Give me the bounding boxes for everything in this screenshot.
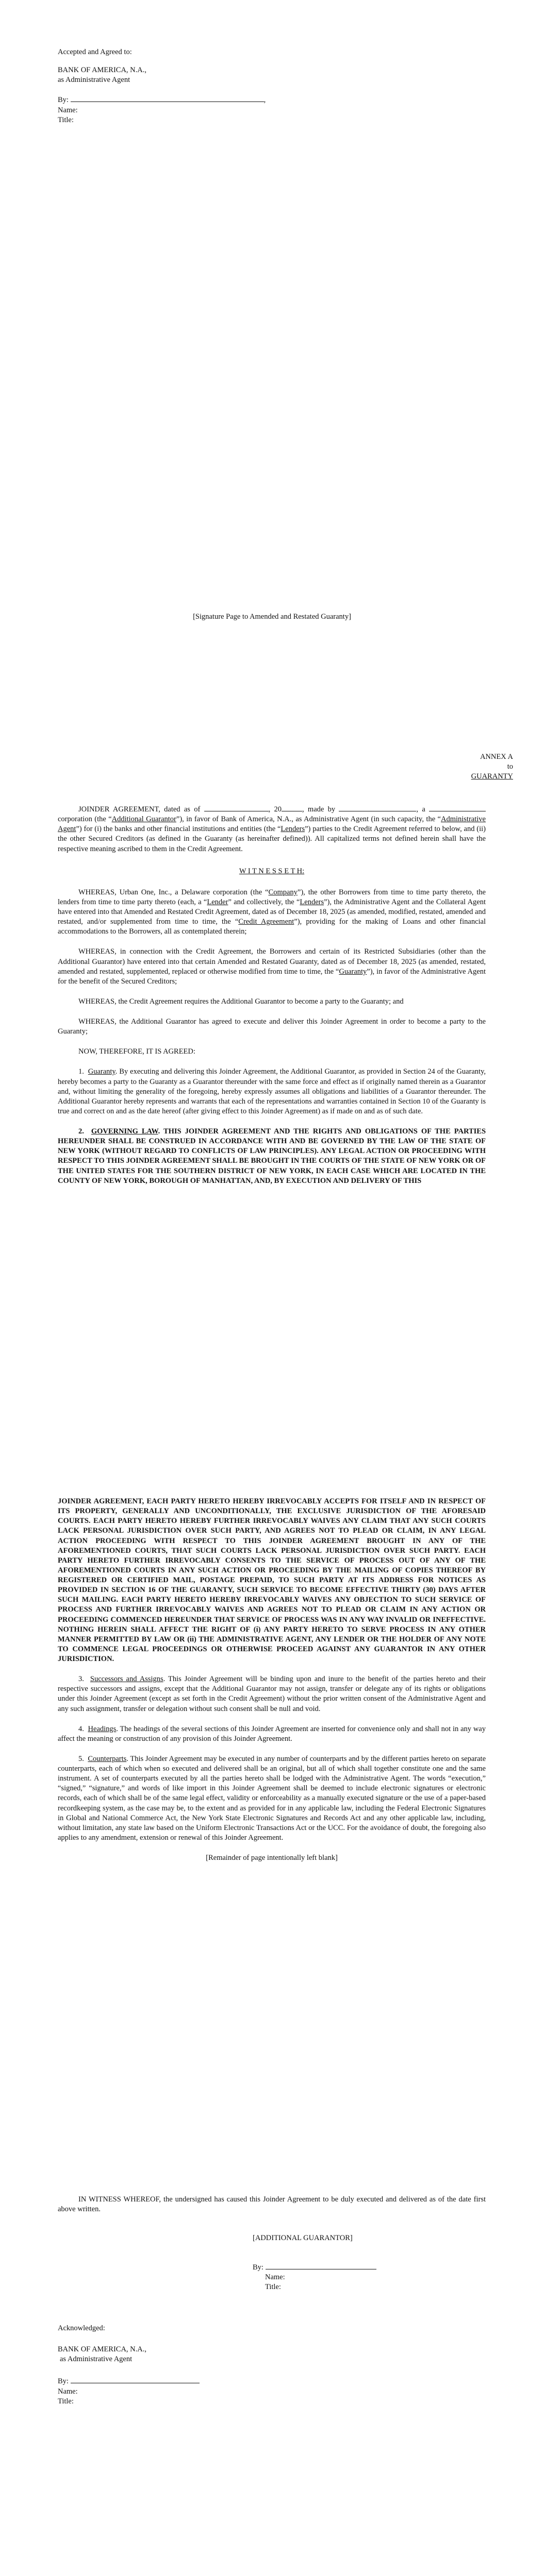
r1-c: ” and collectively, the “ <box>228 897 300 906</box>
guarantor-by-label: By: <box>253 2263 263 2272</box>
defined-lender: Lender <box>207 897 228 906</box>
guarantor-by-line <box>253 2262 407 2273</box>
signature-line <box>71 94 266 105</box>
section-2-number: 2. <box>78 1127 84 1136</box>
section-4-number: 4. <box>78 1724 84 1733</box>
ack-by-label: By: <box>58 2377 69 2386</box>
by-trailing: , <box>263 96 266 105</box>
recital-3: WHEREAS, the Credit Agreement requires the Additional Guarantor to become a party to the Guaranty; and <box>78 997 404 1006</box>
r1-e: ”), providing for the making of Loans and other financial accommodations to the Borrowers, all as contemplated therein; <box>58 918 486 936</box>
guarantor-title-label: Title: <box>265 2283 281 2292</box>
page1-signature-block <box>58 47 316 125</box>
section-1-heading: Guaranty <box>88 1067 116 1076</box>
for-banks-text: ”) for (i) the banks and other financial institutions and entities (the “ <box>76 825 281 834</box>
defined-credit-agreement: Credit Agreement <box>238 918 294 926</box>
remainder-note: [Remainder of page intentionally left blank] <box>206 1854 338 1862</box>
section-2-part1 <box>58 1127 486 1186</box>
recital-2 <box>58 947 486 987</box>
section-2-heading: GOVERNING LAW <box>91 1127 158 1136</box>
acknowledged-label: Acknowledged: <box>58 2324 105 2332</box>
annex-line1: ANNEX A <box>480 753 513 761</box>
section-4-heading: Headings <box>88 1724 117 1733</box>
recital-4: WHEREAS, the Additional Guarantor has agreed to execute and deliver this Joinder Agreement in order to become a party to the Guaranty; <box>58 1018 486 1036</box>
section-1 <box>58 1067 486 1116</box>
annex-line2: to <box>507 762 513 771</box>
r2-a: WHEREAS, in connection with the Credit Agreement, the Borrowers and certain of its Restricted Subsidiaries (other than the Additional Guarantor) have entered into that certain Amended and Restated Guaranty, dated as of December 18, 2025 (as amended, restated, amended and restated, supplemented, replaced or otherwise modified from time to time, the “ <box>58 947 486 976</box>
witnesseth-heading: W I T N E S S E T H: <box>239 867 305 875</box>
defined-lenders: Lenders <box>281 825 305 834</box>
additional-guarantor-label: [ADDITIONAL GUARANTOR] <box>253 2234 353 2242</box>
made-by: , made by <box>302 805 336 814</box>
defined-administrative-agent: Administrative Agent <box>58 815 486 834</box>
corp-text: corporation (the “ <box>58 815 112 824</box>
date-blank <box>204 804 269 811</box>
r1-a: WHEREAS, Urban One, Inc., a Delaware corporation (the “ <box>78 888 269 896</box>
ack-bank-name: BANK OF AMERICA, N.A., <box>58 2345 147 2354</box>
a-word: , a <box>416 805 425 814</box>
joinder-body <box>58 804 486 1186</box>
section-5-heading: Counterparts <box>88 1754 127 1763</box>
section-5-number: 5. <box>78 1754 84 1763</box>
in-witness-text: IN WITNESS WHEREOF, the undersigned has caused this Joinder Agreement to be duly executed and delivered as of the date first above written. <box>58 2195 486 2214</box>
defined-company: Company <box>268 888 298 896</box>
section-3 <box>58 1674 486 1714</box>
annex-heading <box>454 752 513 782</box>
defined-lenders-2: Lenders <box>300 897 324 906</box>
guarantor-name-label: Name: <box>265 2273 285 2282</box>
in-favor-text: ”), in favor of Bank of America, N.A., as Administrative Agent (in such capacity, the “ <box>176 815 441 824</box>
section-3-number: 3. <box>78 1675 84 1684</box>
ack-by-line <box>58 2376 316 2386</box>
intro-lead: JOINDER AGREEMENT, dated as of <box>78 805 201 814</box>
section-1-number: 1. <box>78 1067 84 1076</box>
section-5-text: . This Joinder Agreement may be executed in any number of counterparts and by the different parties hereto on separate counterparts, each of which when so executed and delivered shall be an original, but all of which shall together constitute one and the same instrument. A set of counterparts executed by all the parties hereto shall be lodged with the Administrative Agent. The words “execution,” “signed,” “signature,” and words of like import in this Joinder Agreement shall be deemed to include electronic signatures or electronic records, each of which shall be of the same legal effect, validity or enforceability as a manually executed signature or the use of a paper-based recordkeeping system, as the case may be, to the extent and as provided for in any applicable law, including the Federal Electronic Signatures in Global and National Commerce Act, the New York State Electronic Signatures and Records Act and any other applicable law, including, without limitation, any state law based on the Uniform Electronic Transactions Act or the UCC. For the avoidance of doubt, the foregoing also applies to any amendment, extension or renewal of this Joinder Agreement. <box>58 1754 486 1842</box>
section-5 <box>58 1754 486 1843</box>
section-1-text: . By executing and delivering this Joinder Agreement, the Additional Guarantor, as provided in Section 24 of the Guaranty, hereby becomes a party to the Guaranty as a Guarantor thereunder with the same force and effect as if originally named therein as a Guarantor and, without limiting the generality of the foregoing, hereby expressly assumes all obligations and liabilities of a Guarantor thereunder. The Additional Guarantor hereby represents and warrants that each of the representations and warranties contained in Section 10 of the Guaranty is true and correct on and as the date hereof (after giving effect to this Joinder Agreement) as if made on and as of such date. <box>58 1067 486 1115</box>
name-label: Name: <box>58 106 78 114</box>
section-4-text: . The headings of the several sections of this Joinder Agreement are inserted for convenience only and shall not in any way affect the meaning or construction of any provision of this Joinder Agreement. <box>58 1724 486 1743</box>
ack-bank-role: as Administrative Agent <box>60 2355 133 2364</box>
page1-footer <box>0 612 544 622</box>
intro-rest: ”) parties to the Credit Agreement referred to below, and (ii) the other Secured Creditors (as defined in the Guaranty (as hereinafter defined)). All capitalized terms not defined herein shall have the respective meaning ascribed to them in the Credit Agreement. <box>58 825 486 853</box>
by-label: By: <box>58 96 69 105</box>
ack-signature-line <box>71 2376 200 2383</box>
section-3-heading: Successors and Assigns <box>90 1675 163 1684</box>
bank-role: as Administrative Agent <box>58 76 130 84</box>
ack-title-label: Title: <box>58 2397 74 2405</box>
section-2-text-part1: . THIS JOINDER AGREEMENT AND THE RIGHTS AND OBLIGATIONS OF THE PARTIES HEREUNDER SHALL BE CONSTRUED IN ACCORDANCE WITH AND BE GOVERNED BY THE LAW OF THE STATE OF NEW YORK (WITHOUT REGARD TO CONFLICTS OF LAW PRINCIPLES). ANY LEGAL ACTION OR PROCEEDING WITH RESPECT TO THIS JOINDER AGREEMENT SHALL BE BROUGHT IN THE COURTS OF THE STATE OF NEW YORK OR OF THE UNITED STATES FOR THE SOUTHERN DISTRICT OF NEW YORK, IN EACH CASE WHICH ARE LOCATED IN THE COUNTY OF NEW YORK, BOROUGH OF MANHATTAN, AND, BY EXECUTION AND DELIVERY OF THIS <box>58 1127 486 1185</box>
section-3-text: . This Joinder Agreement will be binding upon and inure to the benefit of the parties hereto and their respective successors and assigns, except that the Additional Guarantor may not assign, transfer or delegate any of its rights or obligations under this Joinder Agreement (except as set forth in the Credit Agreement) without the prior written consent of the Administrative Agent and any such assignment, transfer or delegation without such consent shall be null and void. <box>58 1675 486 1713</box>
year-prefix: , 20 <box>268 805 282 814</box>
now-therefore: NOW, THEREFORE, IT IS AGREED: <box>78 1047 195 1056</box>
acknowledgment-block <box>58 2324 316 2406</box>
section-4 <box>58 1724 486 1744</box>
joinder-intro <box>58 804 486 854</box>
joinder-continuation <box>58 1497 486 1863</box>
defined-guaranty: Guaranty <box>339 967 367 976</box>
jurisdiction-blank <box>429 804 486 811</box>
guarantor-name-blank <box>339 804 416 811</box>
signature-page-footer: [Signature Page to Amended and Restated Guaranty] <box>193 613 351 621</box>
r1-d: ”), the Administrative Agent and the Collateral Agent have entered into that Amended and Restated Credit Agreement, dated as of December 18, 2025 (as amended, modified, restated, amended and restated, and/or supplemented from time to time, the “ <box>58 897 486 926</box>
title-label: Title: <box>58 115 74 124</box>
r2-b: ”), in favor of the Administrative Agent for the benefit of the Secured Creditors; <box>58 967 486 986</box>
annex-line3: GUARANTY <box>471 772 513 781</box>
guarantor-signature-line <box>266 2262 376 2269</box>
by-line <box>58 94 316 105</box>
bank-name: BANK OF AMERICA, N.A., <box>58 66 147 75</box>
defined-additional-guarantor: Additional Guarantor <box>111 815 176 824</box>
recital-1 <box>58 888 486 937</box>
ack-name-label: Name: <box>58 2387 78 2396</box>
guarantor-signature-block <box>253 2233 407 2293</box>
in-witness-block <box>58 2195 486 2214</box>
year-blank <box>282 804 302 811</box>
accepted-label: Accepted and Agreed to: <box>58 48 132 56</box>
section-2-part2: JOINDER AGREEMENT, EACH PARTY HERETO HEREBY IRREVOCABLY ACCEPTS FOR ITSELF AND IN RESPECT OF ITS PROPERTY, GENERALLY AND UNCONDITIONALLY, THE EXCLUSIVE JURISDICTION OF THE AFORESAID COURTS. EACH PARTY HERETO HEREBY FURTHER IRREVOCABLY WAIVES ANY CLAIM THAT ANY SUCH COURTS LACK PERSONAL JURISDICTION OVER SUCH PARTY, AND AGREES NOT TO PLEAD OR CLAIM, IN ANY LEGAL ACTION PROCEEDING WITH RESPECT TO THIS JOINDER AGREEMENT BROUGHT IN ANY OF THE AFOREMENTIONED COURTS, THAT SUCH COURTS LACK PERSONAL JURISDICTION OVER SUCH PARTY. EACH PARTY HERETO FURTHER IRREVOCABLY CONSENTS TO THE SERVICE OF PROCESS OUT OF ANY OF THE AFOREMENTIONED COURTS IN ANY SUCH ACTION OR PROCEEDING BY THE MAILING OF COPIES THEREOF BY REGISTERED OR CERTIFIED MAIL, POSTAGE PREPAID, TO SUCH PARTY AT ITS ADDRESS FOR NOTICES AS PROVIDED IN SECTION 16 OF THE GUARANTY, SUCH SERVICE TO BECOME EFFECTIVE THIRTY (30) DAYS AFTER SUCH MAILING. EACH PARTY HERETO HEREBY IRREVOCABLY WAIVES ANY OBJECTION TO SUCH SERVICE OF PROCESS AND FURTHER IRREVOCABLY WAIVES AND AGREES NOT TO PLEAD OR CLAIM IN ANY ACTION OR PROCEEDING COMMENCED HEREUNDER THAT SERVICE OF PROCESS WAS IN ANY WAY INVALID OR INEFFECTIVE. NOTHING HEREIN SHALL AFFECT THE RIGHT OF (i) ANY PARTY HERETO TO SERVE PROCESS IN ANY OTHER MANNER PERMITTED BY LAW OR (ii) THE ADMINISTRATIVE AGENT, ANY LENDER OR THE HOLDER OF ANY NOTE TO COMMENCE LEGAL PROCEEDINGS OR OTHERWISE PROCEED AGAINST ANY GUARANTOR IN ANY OTHER JURISDICTION. <box>58 1497 486 1663</box>
r1-b: ”), the other Borrowers from time to time party thereto, the lenders from time to time party thereto (each, a “ <box>58 888 486 906</box>
